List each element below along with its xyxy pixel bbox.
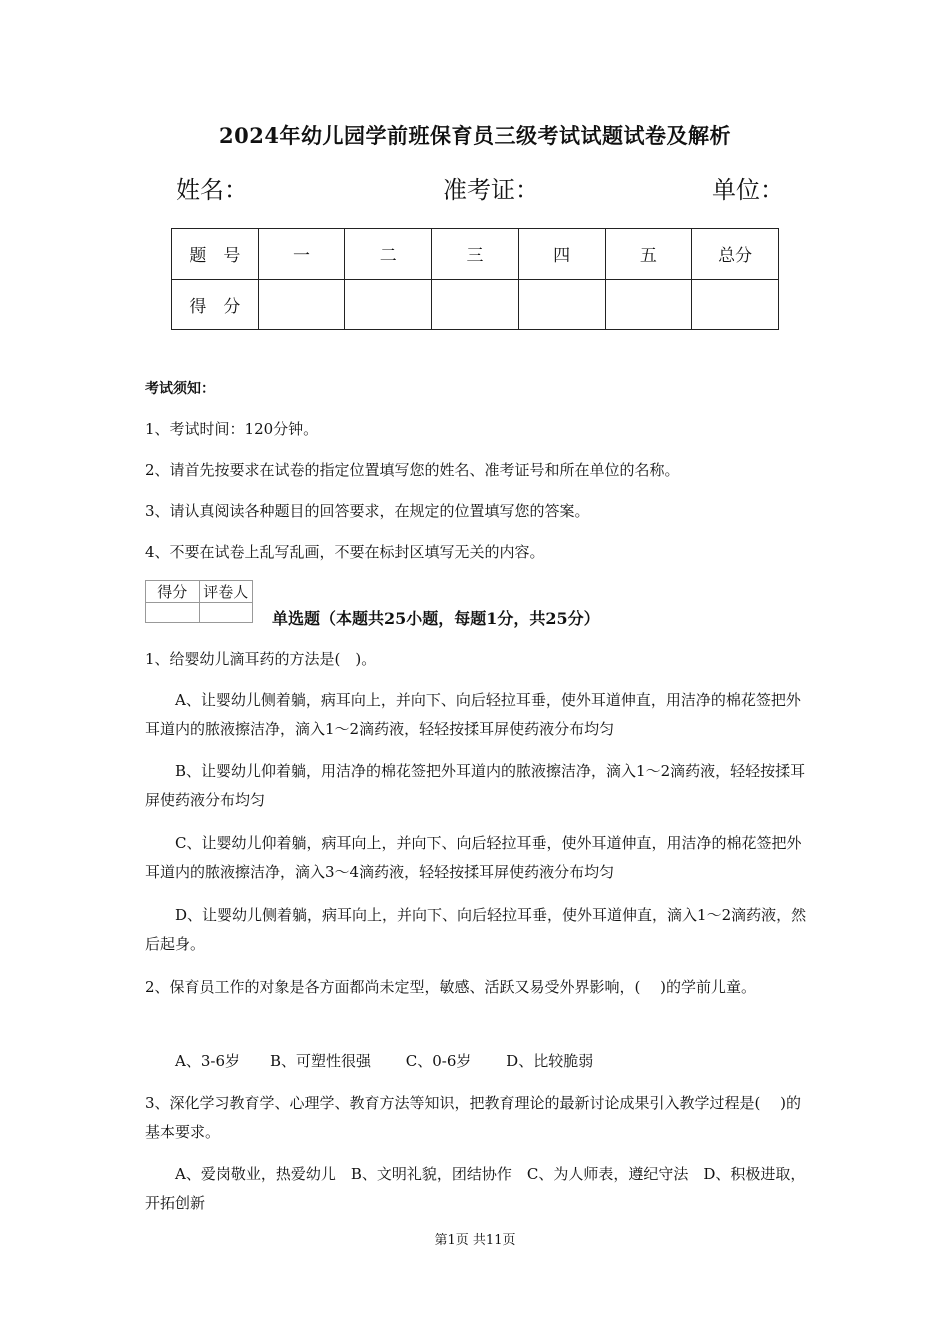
question-stem: 1、给婴幼儿滴耳药的方法是( )。 — [145, 650, 377, 668]
score-cell — [432, 279, 519, 330]
grader-name-cell — [199, 603, 253, 623]
section-heading: 单选题（本题共25小题，每题1分，共25分） — [272, 609, 600, 628]
score-cell — [605, 279, 692, 330]
question-options-line: A、爱岗敬业，热爱幼儿 B、文明礼貌，团结协作 C、为人师表，遵纪守法 D、积极进取，开拓创新 — [145, 1165, 806, 1212]
exam-id-field-label: 准考证： — [443, 176, 539, 204]
score-row-label: 得 分 — [172, 279, 259, 330]
notice-item: 1、考试时间：120分钟。 — [145, 420, 319, 438]
score-table-header-cell: 题 号 — [172, 229, 259, 280]
score-table-header-cell: 一 — [258, 229, 345, 280]
notice-item: 3、请认真阅读各种题目的回答要求，在规定的位置填写您的答案。 — [145, 502, 590, 520]
notice-item: 4、不要在试卷上乱写乱画，不要在标封区填写无关的内容。 — [145, 543, 545, 561]
score-table-header-row — [172, 229, 779, 280]
score-cell — [345, 279, 432, 330]
score-cell — [518, 279, 605, 330]
question-option: C、让婴幼儿仰着躺，病耳向上，并向下、向后轻拉耳垂，使外耳道伸直，用洁净的棉花签把外耳道内的脓液擦洁净，滴入3～4滴药液，轻轻按揉耳屏使药液分布均匀 — [145, 834, 802, 881]
page-footer: 第1页 共11页 — [434, 1233, 516, 1248]
score-cell — [692, 279, 779, 330]
question-option: B、让婴幼儿仰着躺，用洁净的棉花签把外耳道内的脓液擦洁净，滴入1～2滴药液，轻轻按揉耳屏使药液分布均匀 — [145, 762, 806, 809]
unit-field-label: 单位： — [712, 176, 784, 204]
score-table-header-cell: 五 — [605, 229, 692, 280]
question-stem: 2、保育员工作的对象是各方面都尚未定型，敏感、活跃又易受外界影响，( )的学前儿童。 — [145, 978, 757, 996]
notice-item: 2、请首先按要求在试卷的指定位置填写您的姓名、准考证号和所在单位的名称。 — [145, 461, 680, 479]
grader-name-label: 评卷人 — [199, 581, 253, 603]
score-cell — [258, 279, 345, 330]
score-table-header-cell: 三 — [432, 229, 519, 280]
question-options-line: A、3-6岁 B、可塑性很强 C、0-6岁 D、比较脆弱 — [175, 1052, 594, 1070]
score-table-header-cell: 二 — [345, 229, 432, 280]
notice-title: 考试须知： — [145, 381, 215, 397]
grader-score-cell — [146, 603, 200, 623]
question-stem: 3、深化学习教育学、心理学、教育方法等知识，把教育理论的最新讨论成果引入教学过程是( )的基本要求。 — [145, 1094, 802, 1141]
grader-score-label: 得分 — [146, 581, 200, 603]
score-table-header-cell: 总分 — [692, 229, 779, 280]
score-table-score-row — [172, 279, 779, 330]
grader-box — [145, 580, 253, 623]
name-field-label: 姓名： — [176, 176, 248, 204]
question-option: D、让婴幼儿侧着躺，病耳向上，并向下、向后轻拉耳垂，使外耳道伸直，滴入1～2滴药液，然后起身。 — [145, 906, 807, 953]
score-table-header-cell: 四 — [518, 229, 605, 280]
question-option: A、让婴幼儿侧着躺，病耳向上，并向下、向后轻拉耳垂，使外耳道伸直，用洁净的棉花签把外耳道内的脓液擦洁净，滴入1～2滴药液，轻轻按揉耳屏使药液分布均匀 — [145, 691, 801, 738]
score-table — [171, 228, 779, 330]
candidate-info-fields — [0, 170, 950, 204]
exam-title: 2024年幼儿园学前班保育员三级考试试题试卷及解析 — [219, 123, 731, 148]
